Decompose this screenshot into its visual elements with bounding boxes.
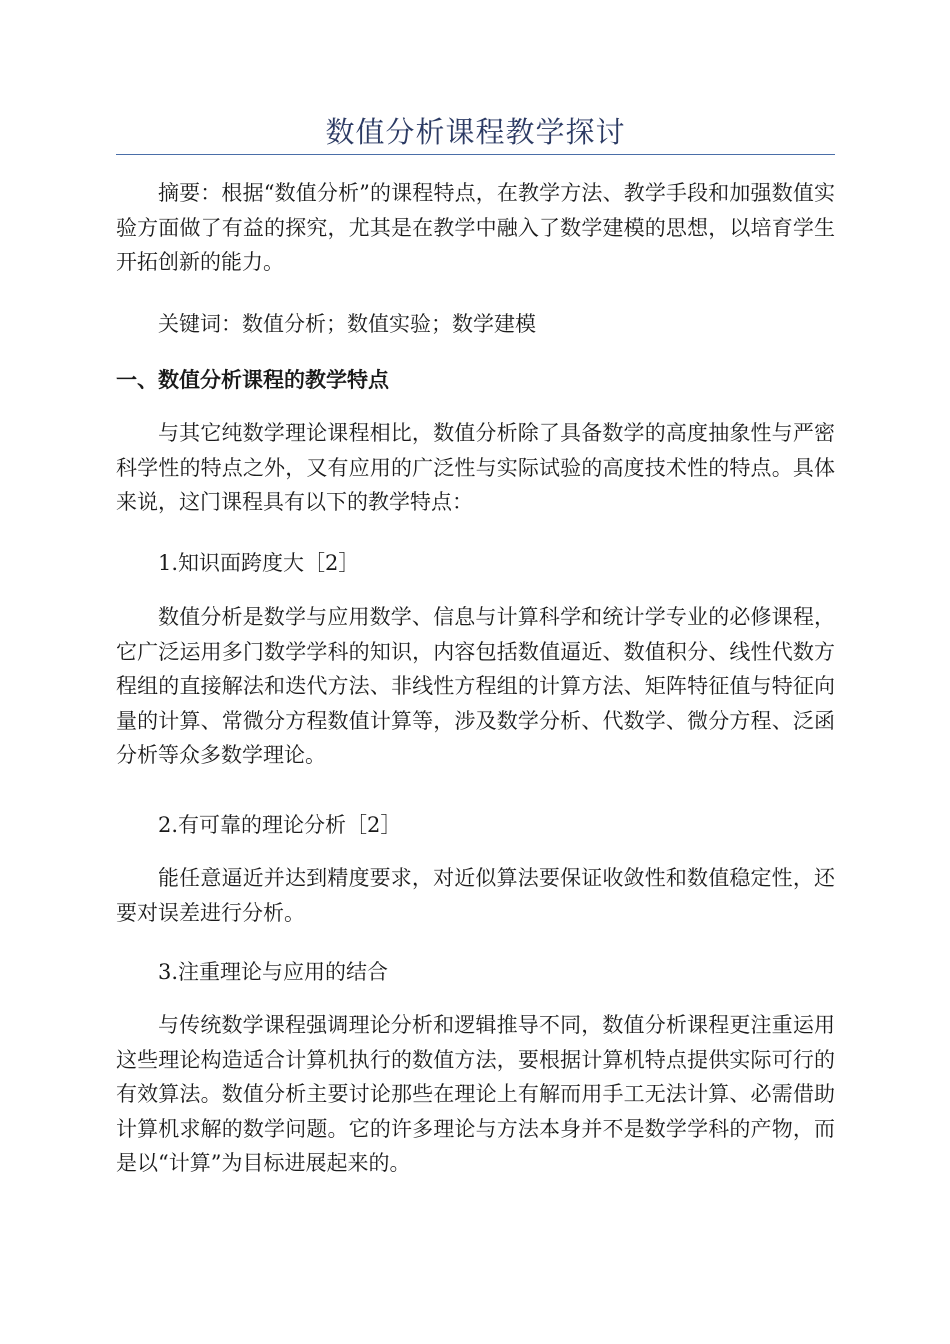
point-2-heading: 2.有可靠的理论分析［2］ xyxy=(158,813,402,837)
point-2-paragraph: 能任意逼近并达到精度要求，对近似算法要保证收敛性和数值稳定性，还要对误差进行分析。 xyxy=(116,866,835,925)
point-1-heading: 1.知识面跨度大［2］ xyxy=(158,551,360,575)
section-heading: 一、数值分析课程的教学特点 xyxy=(116,367,389,392)
point-3-heading: 3.注重理论与应用的结合 xyxy=(158,960,389,984)
section-intro-paragraph: 与其它纯数学理论课程相比，数值分析除了具备数学的高度抽象性与严密科学性的特点之外，又有应用的广泛性与实际试验的高度技术性的特点。具体来说，这门课程具有以下的教学特点： xyxy=(116,421,835,514)
document-title: 数值分析课程教学探讨 xyxy=(325,115,626,149)
title-underline xyxy=(116,154,835,155)
point-3-paragraph: 与传统数学课程强调理论分析和逻辑推导不同，数值分析课程更注重运用这些理论构造适合计算机执行的数值方法，要根据计算机特点提供实际可行的有效算法。数值分析主要讨论那些在理论上有解而用手工无法计算、必需借助计算机求解的数学问题。它的许多理论与方法本身并不是数学学科的产物，而是以“计算”为目标进展起来的。 xyxy=(116,1013,835,1175)
point-1-paragraph: 数值分析是数学与应用数学、信息与计算科学和统计学专业的必修课程，它广泛运用多门数学学科的知识，内容包括数值逼近、数值积分、线性代数方程组的直接解法和迭代方法、非线性方程组的计算方法、矩阵特征值与特征向量的计算、常微分方程数值计算等，涉及数学分析、代数学、微分方程、泛函分析等众多数学理论。 xyxy=(116,605,835,767)
abstract-paragraph: 摘要：根据“数值分析”的课程特点，在教学方法、教学手段和加强数值实验方面做了有益的探究，尤其是在教学中融入了数学建模的思想，以培育学生开拓创新的能力。 xyxy=(116,181,835,274)
keywords-line: 关键词：数值分析；数值实验；数学建模 xyxy=(158,312,536,336)
